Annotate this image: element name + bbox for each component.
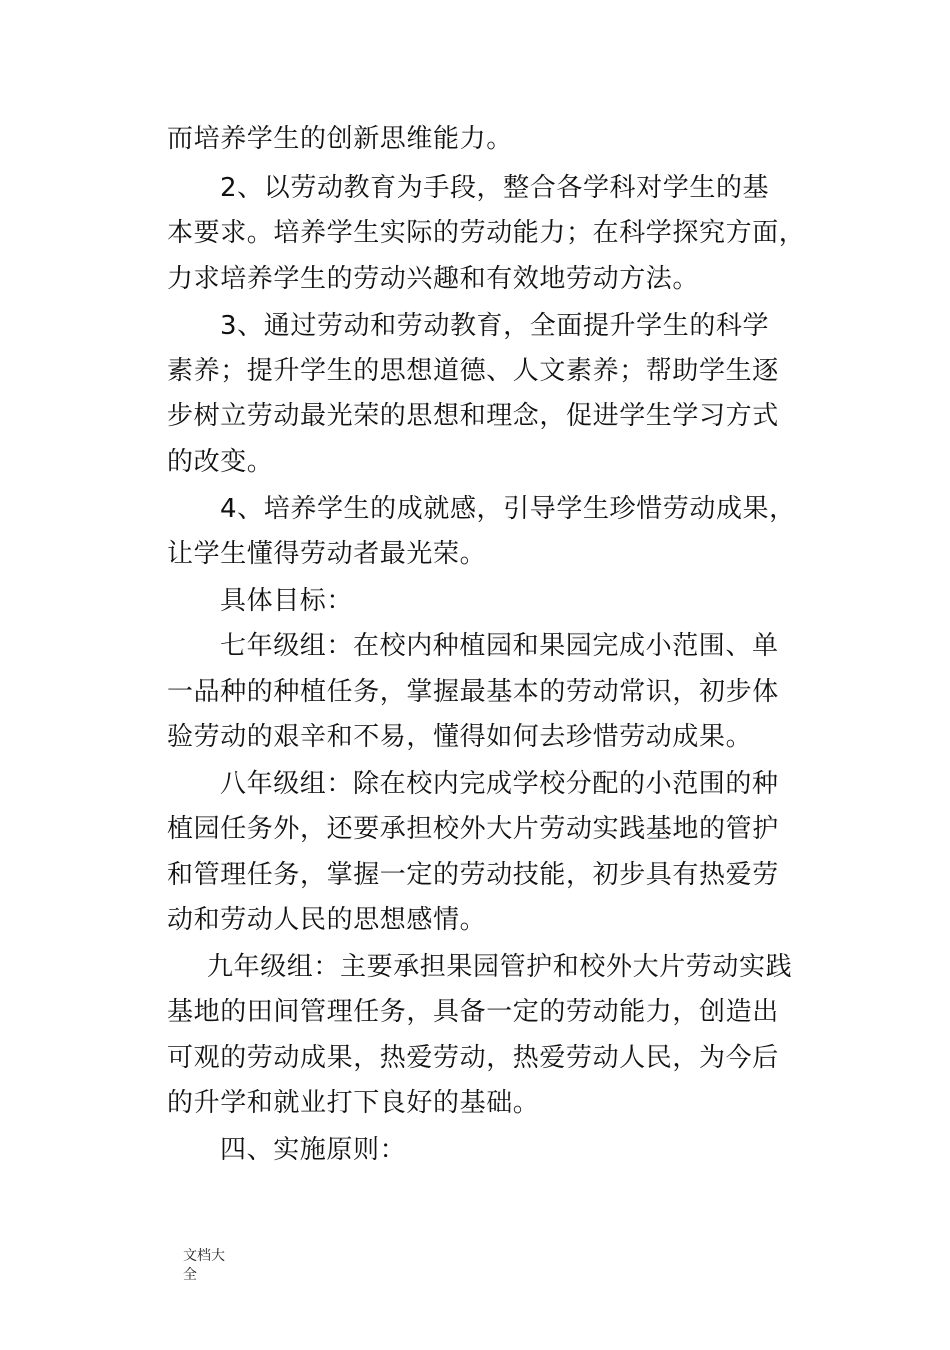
text-line: 七年级组：在校内种植园和果园完成小范围、单: [220, 631, 779, 661]
section-heading: 四、实施原则：: [220, 1135, 407, 1165]
text-line: 力求培养学生的劳动兴趣和有效地劳动方法。: [167, 264, 700, 294]
text-line: 步树立劳动最光荣的思想和理念，促进学生学习方式: [167, 401, 779, 431]
text-line: 的改变。: [167, 447, 274, 477]
text-line: 八年级组：除在校内完成学校分配的小范围的种: [220, 769, 779, 799]
text-line: 验劳动的艰辛和不易，懂得如何去珍惜劳动成果。: [167, 722, 753, 752]
text-line: 让学生懂得劳动者最光荣。: [167, 539, 487, 569]
text-line: 可观的劳动成果，热爱劳动，热爱劳动人民，为今后: [167, 1043, 779, 1073]
text-line: 的升学和就业打下良好的基础。: [167, 1088, 540, 1118]
text-line: 而培养学生的创新思维能力。: [167, 124, 513, 154]
text-line: 一品种的种植任务，掌握最基本的劳动常识，初步体: [167, 677, 779, 707]
text-line: 和管理任务，掌握一定的劳动技能，初步具有热爱劳: [167, 860, 779, 890]
text-line: 3、通过劳动和劳动教育，全面提升学生的科学: [220, 311, 770, 341]
text-line: 基地的田间管理任务，具备一定的劳动能力，创造出: [167, 997, 779, 1027]
text-line: 4、培养学生的成就感，引导学生珍惜劳动成果，: [220, 494, 796, 524]
text-line: 九年级组：主要承担果园管护和校外大片劳动实践: [207, 952, 793, 982]
text-line: 本要求。培养学生实际的劳动能力；在科学探究方面，: [167, 218, 806, 248]
footer-label-line1: 文档大: [183, 1248, 225, 1264]
text-line: 动和劳动人民的思想感情。: [167, 905, 487, 935]
text-line: 素养；提升学生的思想道德、人文素养；帮助学生逐: [167, 356, 779, 386]
footer-label-line2: 全: [183, 1267, 197, 1283]
section-heading: 具体目标：: [220, 586, 354, 616]
text-line: 植园任务外，还要承担校外大片劳动实践基地的管护: [167, 814, 779, 844]
text-line: 2、以劳动教育为手段，整合各学科对学生的基: [220, 173, 770, 203]
